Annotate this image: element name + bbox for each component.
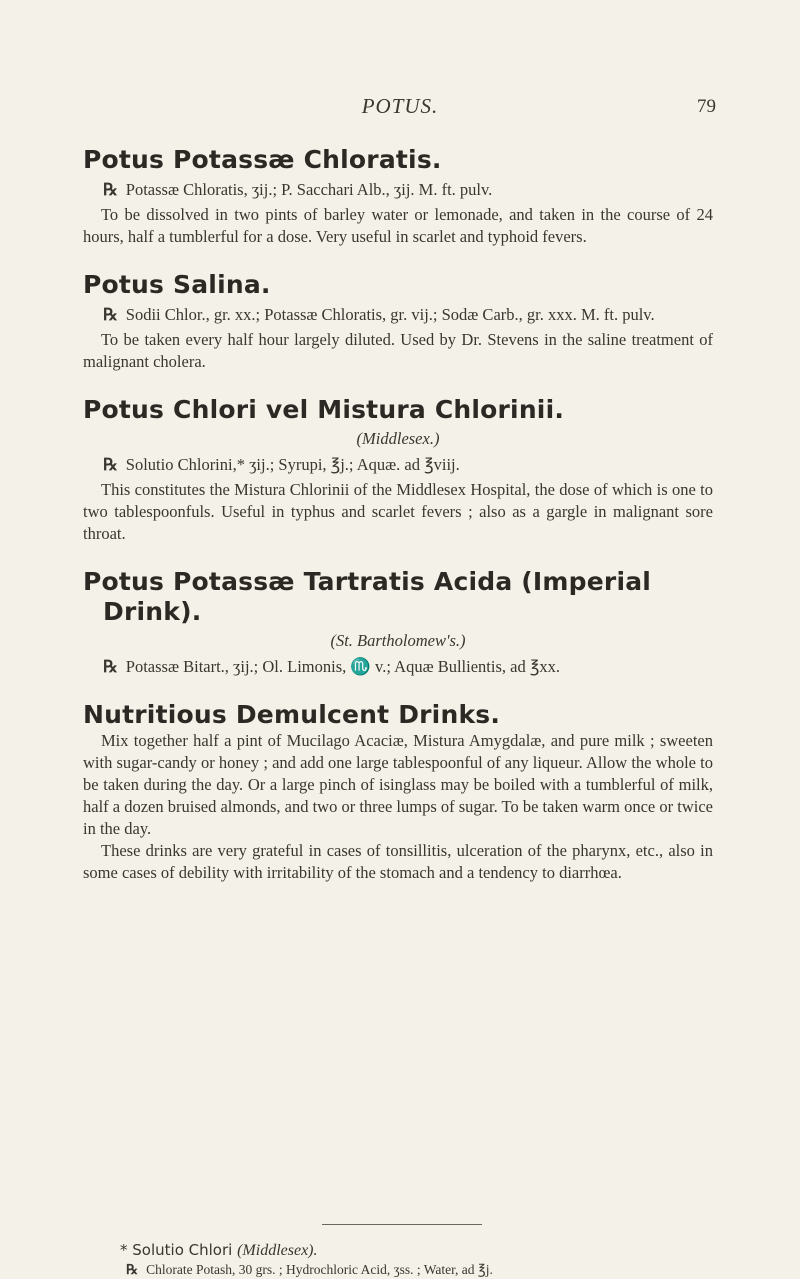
paragraph: These drinks are very grateful in cases of tonsillitis, ulceration of the pharynx, etc., also in some cases of debility with irritability of the stomach and a tendency to diarrhœa. bbox=[83, 841, 713, 882]
prescription-text: Sodii Chlor., gr. xx.; Potassæ Chloratis, gr. vij.; Sodæ Carb., gr. xxx. M. ft. pulv. bbox=[125, 305, 655, 324]
footnote bbox=[120, 1240, 720, 1279]
rx-symbol: ℞ bbox=[103, 180, 118, 199]
running-head bbox=[80, 94, 720, 124]
prescription bbox=[83, 454, 713, 476]
footnote-text: Chlorate Potash, 30 grs. ; Hydrochloric Acid, ʒss. ; Water, ad ℥j. bbox=[146, 1262, 493, 1277]
section-heading: Potus Potassæ Tartratis Acida (Imperial Drink). bbox=[83, 567, 652, 626]
paragraph: Mix together half a pint of Mucilago Acaciæ, Mistura Amygdalæ, and pure milk ; sweeten with sugar-candy or honey ; and add one large tablespoonful of any liqueur. Allow the whole to be taken during the day. Or a large pinch of isinglass may be boiled with a tumblerful of milk, half a dozen bruised almonds, and two or three lumps of sugar. To be taken warm once or twice in the day. bbox=[83, 731, 713, 838]
rx-symbol: ℞ bbox=[103, 305, 118, 324]
section-nutritious-demulcent-drinks bbox=[83, 700, 713, 884]
source-hospital: (Middlesex.) bbox=[356, 429, 440, 448]
footnote-marker: * bbox=[120, 1241, 128, 1259]
rx-symbol: ℞ bbox=[103, 455, 118, 474]
prescription bbox=[83, 656, 713, 678]
paragraph: To be taken every half hour largely diluted. Used by Dr. Stevens in the saline treatment of malignant cholera. bbox=[83, 330, 713, 371]
paragraph: To be dissolved in two pints of barley water or lemonade, and taken in the course of 24 hours, half a tumblerful for a dose. Very useful in scarlet and typhoid fevers. bbox=[83, 205, 713, 246]
source-hospital: (St. Bartholomew's.) bbox=[330, 631, 466, 650]
page-body bbox=[83, 145, 713, 884]
footnote-title-text: Solutio Chlori bbox=[132, 1241, 233, 1259]
running-title: POTUS. bbox=[361, 94, 439, 118]
prescription-text: Solutio Chlorini,* ʒij.; Syrupi, ℥j.; Aquæ. ad ℥viij. bbox=[125, 455, 460, 474]
rx-symbol: ℞ bbox=[126, 1262, 139, 1277]
footnote-prescription bbox=[120, 1261, 720, 1279]
footnote-source: (Middlesex). bbox=[237, 1242, 318, 1259]
section-heading: Potus Chlori vel Mistura Chlorinii. bbox=[83, 395, 565, 424]
section-potus-chlori bbox=[83, 395, 713, 545]
rx-symbol: ℞ bbox=[103, 657, 118, 676]
prescription bbox=[83, 179, 713, 201]
section-heading: Potus Potassæ Chloratis. bbox=[83, 145, 442, 174]
prescription bbox=[83, 304, 713, 326]
prescription-text: Potassæ Chloratis, ʒij.; P. Sacchari Alb., ʒij. M. ft. pulv. bbox=[125, 180, 493, 199]
section-potus-salina bbox=[83, 270, 713, 373]
section-potus-potassae-chloratis bbox=[83, 145, 713, 248]
paragraph: This constitutes the Mistura Chlorinii of the Middlesex Hospital, the dose of which is one to two tablespoonfuls. Useful in typhus and scarlet fevers ; also as a gargle in malignant sore throat. bbox=[83, 480, 713, 543]
section-heading: Nutritious Demulcent Drinks. bbox=[83, 700, 501, 729]
page-number: 79 bbox=[697, 96, 716, 117]
prescription-text: Potassæ Bitart., ʒij.; Ol. Limonis, ♏ v.; Aquæ Bullientis, ad ℥xx. bbox=[125, 657, 560, 676]
section-heading: Potus Salina. bbox=[83, 270, 271, 299]
footnote-rule bbox=[322, 1224, 482, 1225]
section-imperial-drink bbox=[83, 567, 713, 678]
